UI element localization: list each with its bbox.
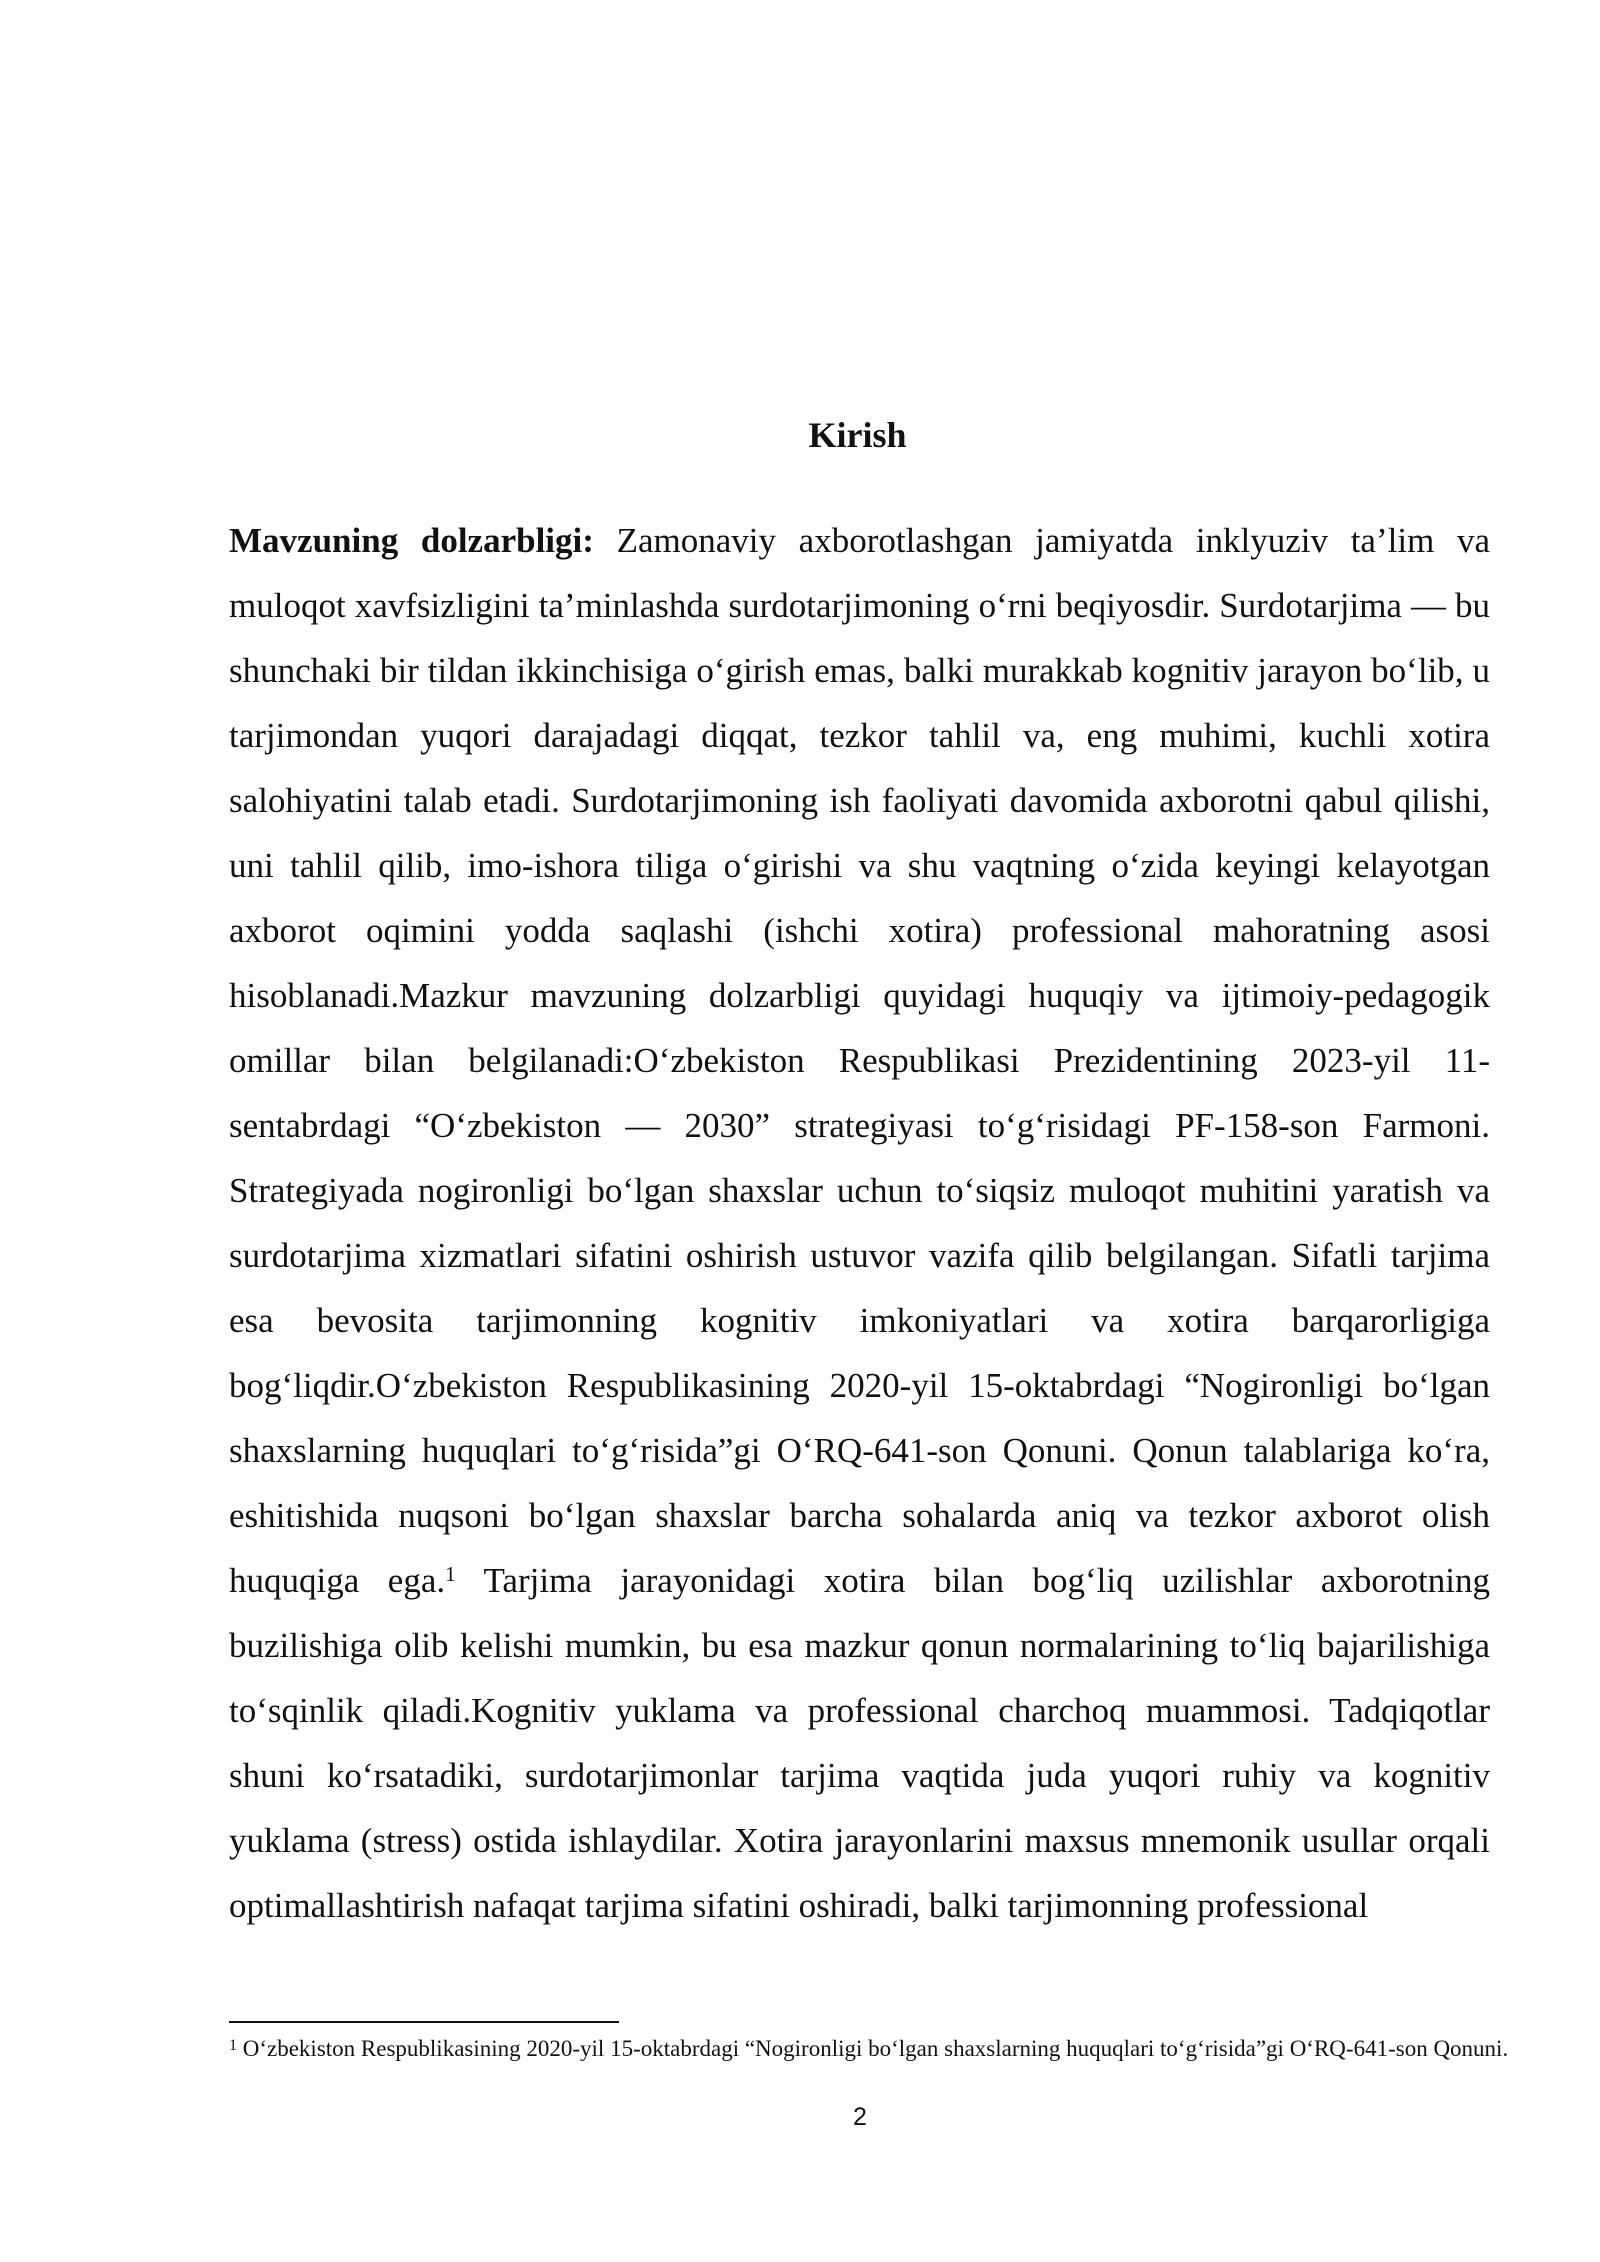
footnote-marker: 1 — [229, 2037, 237, 2054]
page-number: 2 — [853, 2103, 867, 2131]
footnote-reference[interactable]: 1 — [445, 1562, 456, 1586]
footnote-text: O‘zbekiston Respublikasining 2020-yil 15-oktabrdagi “Nogironligi bo‘lgan shaxslarning huquqlari to‘g‘risida”gi O‘RQ-641-son Qonuni. — [237, 2036, 1509, 2061]
footnote-separator — [229, 2021, 619, 2023]
footnote — [229, 2034, 1529, 2064]
paragraph-text-part-1: Zamonaviy axborotlashgan jamiyatda inklyuziv ta’lim va muloqot xavfsizligini ta’minlashda surdotarjimoning o‘rni beqiyosdir. Surdotarjima — bu shunchaki bir tildan ikkinchisiga o‘girish emas, balki murakkab kognitiv jarayon bo‘lib, u tarjimondan yuqori darajadagi diqqat, tezkor tahlil va, eng muhimi, kuchli xotira salohiyatini talab etadi. Surdotarjimoning ish faoliyati davomida axborotni qabul qilishi, uni tahlil qilib, imo-ishora tiliga o‘girishi va shu vaqtning o‘zida keyingi kelayotgan axborot oqimini yodda saqlashi (ishchi xotira) professional mahoratning asosi hisoblanadi.Mazkur mavzuning dolzarbligi quyidagi huquqiy va ijtimoiy-pedagogik omillar bilan belgilanadi:O‘zbekiston Respublikasi Prezidentining 2023-yil 11-sentabrdagi “O‘zbekiston — 2030” strategiyasi to‘g‘risidagi PF-158-son Farmoni. Strategiyada nogironligi bo‘lgan shaxslar uchun to‘siqsiz muloqot muhitini yaratish va surdotarjima xizmatlari sifatini oshirish ustuvor vazifa qilib belgilangan. Sifatli tarjima esa bevosita tarjimonning kognitiv imkoniyatlari va xotira barqarorligiga bog‘liqdir.O‘zbekiston Respublikasining 2020-yil 15-oktabrdagi “Nogironligi bo‘lgan shaxslarning huquqlari to‘g‘risida”gi O‘RQ-641-son Qonuni. Qonun talablariga ko‘ra, eshitishida nuqsoni bo‘lgan shaxslar barcha sohalarda aniq va tezkor axborot olish huquqiga ega. — [229, 521, 1490, 1600]
section-title: Kirish — [808, 415, 907, 455]
paragraph-lead: Mavzuning dolzarbligi: — [229, 521, 594, 560]
body-paragraph — [229, 508, 1490, 1938]
paragraph-text-part-2: Tarjima jarayonidagi xotira bilan bog‘liq uzilishlar axborotning buzilishiga olib kelishi mumkin, bu esa mazkur qonun normalarining to‘liq bajarilishiga to‘sqinlik qiladi.Kognitiv yuklama va professional charchoq muammosi. Tadqiqotlar shuni ko‘rsatadiki, surdotarjimonlar tarjima vaqtida juda yuqori ruhiy va kognitiv yuklama (stress) ostida ishlaydilar. Xotira jarayonlarini maxsus mnemonik usullar orqali optimallashtirish nafaqat tarjima sifatini oshiradi, balki tarjimonning professional — [229, 1561, 1490, 1925]
